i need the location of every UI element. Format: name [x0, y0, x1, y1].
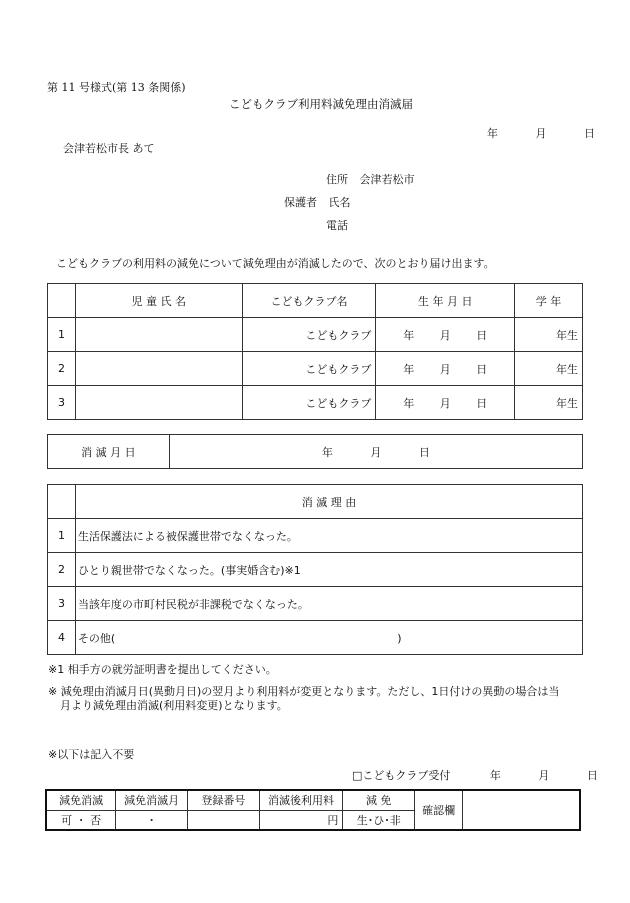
extinction-date-table	[47, 434, 583, 469]
other-reason-field[interactable]	[75, 621, 582, 655]
header-fee-after: 消滅後利用料	[259, 790, 343, 810]
office-table	[45, 789, 581, 831]
page-title: こどもクラブ利用料減免理由消滅届	[229, 97, 413, 111]
note-1: ※1 相手方の就労証明書を提出してください。	[48, 663, 277, 676]
form-number: 第 11 号様式(第 13 条関係)	[47, 81, 186, 94]
extinction-date-field[interactable]	[169, 435, 582, 469]
table-row	[48, 318, 583, 352]
header-exemption-end: 減免消滅	[46, 790, 116, 810]
reason-table	[47, 484, 583, 655]
intro-text: こどもクラブの利用料の減免について減免理由が消滅したので、次のとおり届け出ます。	[56, 257, 495, 270]
grade-field[interactable]: 年生	[515, 352, 583, 386]
year-label: 年	[403, 362, 415, 376]
table-row[interactable]	[48, 587, 583, 621]
extinction-date-label: 消 滅 月 日	[48, 435, 170, 469]
year-label: 年	[487, 127, 498, 140]
year-label: 年	[321, 445, 333, 459]
day-label: 日	[584, 127, 595, 140]
header-no	[48, 485, 76, 519]
address-value: 会津若松市	[359, 173, 415, 186]
child-name-field[interactable]	[75, 352, 242, 386]
header-child-name: 児 童 氏 名	[75, 284, 242, 318]
day-label: 日	[586, 769, 598, 782]
row-number: 4	[48, 621, 76, 655]
grade-field[interactable]: 年生	[515, 318, 583, 352]
month-label: 月	[535, 127, 547, 140]
children-table	[47, 283, 583, 420]
row-number: 1	[48, 519, 76, 553]
row-number: 3	[48, 587, 76, 621]
year-label: 年	[403, 396, 415, 410]
club-name-field[interactable]: こどもクラブ	[242, 318, 376, 352]
day-label: 日	[476, 396, 488, 410]
club-name-field[interactable]: こどもクラブ	[242, 386, 376, 420]
name-label: 氏名	[328, 196, 351, 209]
confirm-field[interactable]	[463, 790, 580, 830]
year-label: 年	[403, 328, 415, 342]
guardian-line	[284, 194, 351, 210]
month-label: 月	[439, 362, 451, 376]
header-registration-no: 登録番号	[187, 790, 259, 810]
header-exemption: 減 免	[343, 790, 415, 810]
table-row	[48, 386, 583, 420]
header-grade: 学 年	[515, 284, 583, 318]
header-birthdate: 生 年 月 日	[376, 284, 515, 318]
club-name-field[interactable]: こどもクラブ	[242, 352, 376, 386]
child-name-field[interactable]	[75, 318, 242, 352]
submission-date	[487, 125, 595, 141]
birthdate-field[interactable]	[376, 318, 515, 352]
table-row[interactable]	[48, 553, 583, 587]
month-label: 月	[439, 396, 451, 410]
address-line	[326, 171, 415, 187]
registration-no-value[interactable]	[187, 810, 259, 830]
phone-label: 電話	[326, 219, 348, 232]
fee-after-value[interactable]: 円	[259, 810, 343, 830]
exemption-end-month-value[interactable]: ・	[116, 810, 188, 830]
grade-field[interactable]: 年生	[515, 386, 583, 420]
day-label: 日	[476, 362, 488, 376]
received-label: □こどもクラブ受付	[352, 769, 451, 782]
row-number: 2	[48, 352, 76, 386]
header-club-name: こどもクラブ名	[242, 284, 376, 318]
table-row[interactable]	[48, 519, 583, 553]
confirm-label: 確認欄	[415, 790, 463, 830]
reason-text: ひとり親世帯でなくなった。(事実婚含む)※1	[75, 553, 582, 587]
exemption-value[interactable]: 生･ひ･非	[343, 810, 415, 830]
row-number: 3	[48, 386, 76, 420]
header-reason: 消 滅 理 由	[75, 485, 582, 519]
other-close: )	[397, 631, 402, 645]
no-entry-note: ※以下は記入不要	[48, 748, 135, 761]
birthdate-field[interactable]	[376, 386, 515, 420]
address-label: 住所	[326, 173, 348, 186]
day-label: 日	[476, 328, 488, 342]
month-label: 月	[538, 769, 550, 782]
row-number: 2	[48, 553, 76, 587]
reason-text: 当該年度の市町村民税が非課税でなくなった。	[75, 587, 582, 621]
received-stamp	[352, 767, 598, 783]
other-open: その他(	[77, 631, 116, 645]
month-label: 月	[439, 328, 451, 342]
note-2-line2: 月より減免理由消滅(利用料変更)となります。	[60, 699, 288, 712]
day-label: 日	[418, 445, 430, 459]
header-no	[48, 284, 76, 318]
table-row	[48, 352, 583, 386]
month-label: 月	[370, 445, 382, 459]
note-2-line1: ※ 減免理由消滅月日(異動月日)の翌月より利用料が変更となります。ただし、1日付けの異動の場合は当	[48, 685, 560, 698]
child-name-field[interactable]	[75, 386, 242, 420]
table-row[interactable]	[48, 621, 583, 655]
addressee: 会津若松市長 あて	[63, 142, 155, 155]
year-label: 年	[489, 769, 501, 782]
exemption-end-value[interactable]: 可 ・ 否	[46, 810, 116, 830]
guardian-label: 保護者	[284, 196, 317, 209]
row-number: 1	[48, 318, 76, 352]
reason-text: 生活保護法による被保護世帯でなくなった。	[75, 519, 582, 553]
birthdate-field[interactable]	[376, 352, 515, 386]
header-exemption-end-month: 減免消滅月	[116, 790, 188, 810]
